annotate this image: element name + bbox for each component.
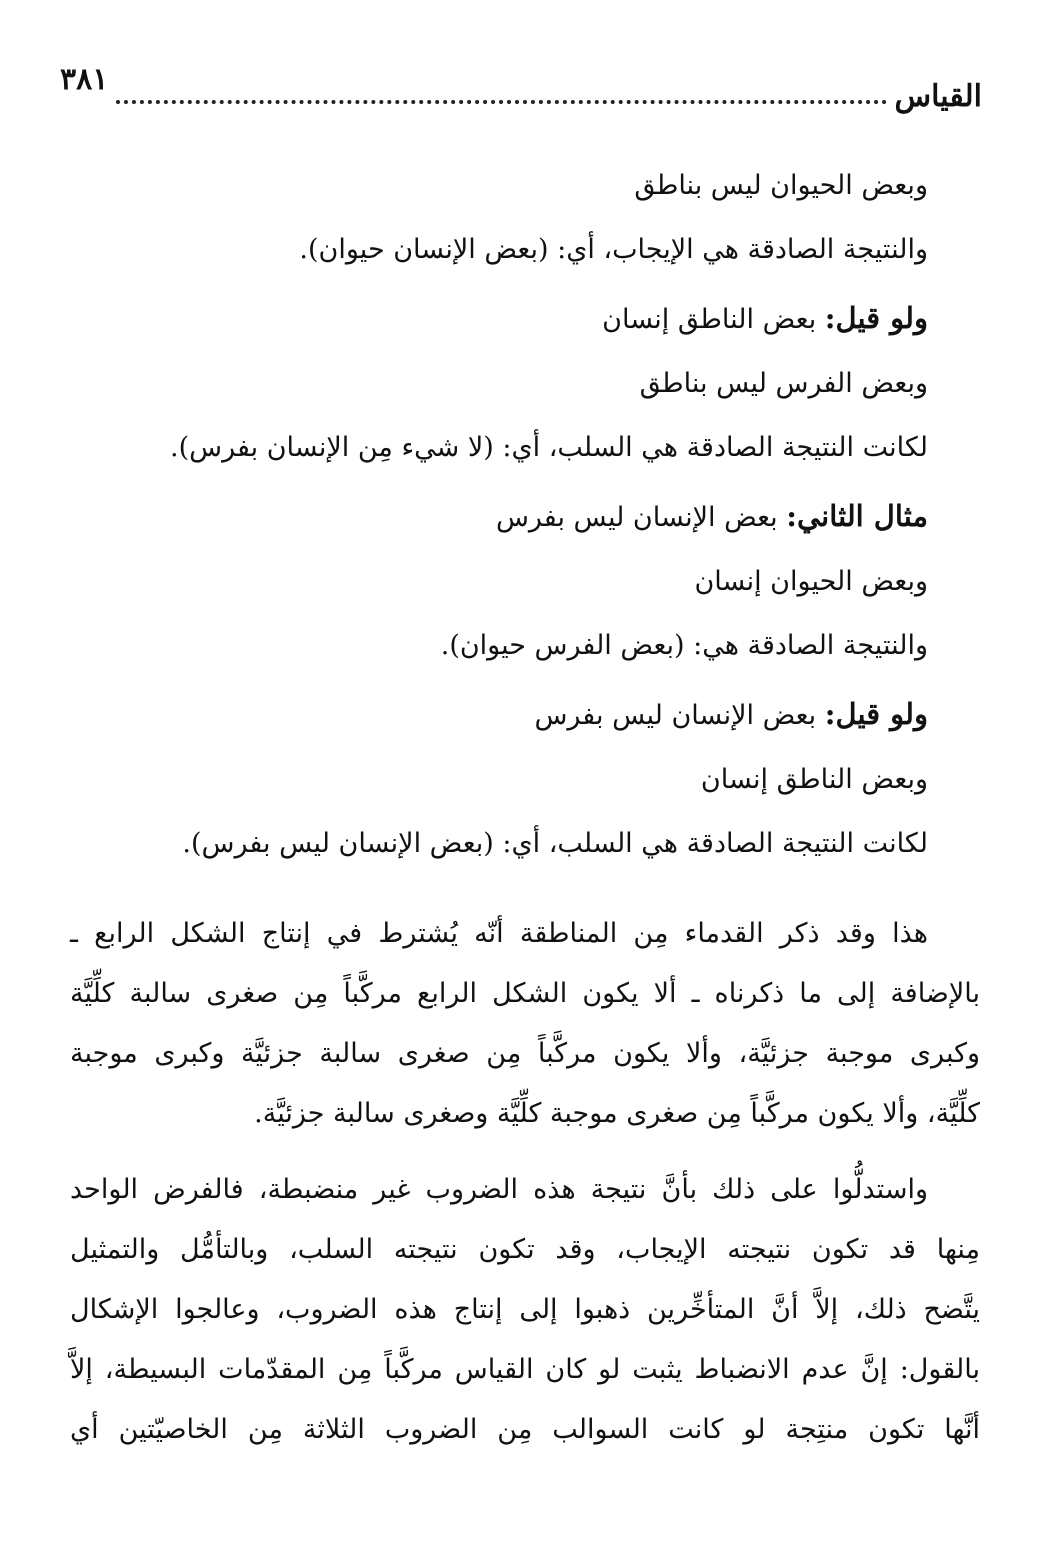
example-line: لكانت النتيجة الصادقة هي السلب، أي: (لا شيء مِن الإنسان بفرس). xyxy=(170,432,928,463)
example-line: والنتيجة الصادقة هي: (بعض الفرس حيوان). xyxy=(440,630,928,661)
running-header xyxy=(60,62,982,114)
paragraph-line: كلِّيَّة، وألا يكون مركَّباً مِن صغرى موجبة كلِّيَّة وصغرى سالبة جزئيَّة. xyxy=(254,1098,980,1129)
example-line: لكانت النتيجة الصادقة هي السلب، أي: (بعض الإنسان ليس بفرس). xyxy=(182,828,928,859)
example-line: وبعض الحيوان ليس بناطق xyxy=(634,170,928,201)
paragraph-argument xyxy=(70,1160,980,1460)
paragraph-line: يتَّضح ذلك، إلاَّ أنَّ المتأخِّرين ذهبوا إلى إنتاج هذه الضروب، وعالجوا الإشكال xyxy=(70,1294,980,1325)
chapter-title: القياس xyxy=(894,79,982,114)
examples-block xyxy=(70,152,928,874)
example-line: مثال الثاني: بعض الإنسان ليس بفرس xyxy=(495,499,928,533)
paragraph-line: هذا وقد ذكر القدماء مِن المناطقة أنّه يُشترط في إنتاج الشكل الرابع ـ xyxy=(70,918,928,949)
example-line: ولو قيل: بعض الإنسان ليس بفرس xyxy=(534,697,928,731)
example-line: والنتيجة الصادقة هي الإيجاب، أي: (بعض الإنسان حيوان). xyxy=(299,234,928,265)
paragraph-line: أنَّها تكون منتِجة لو كانت السوالب مِن الضروب الثلاثة مِن الخاصيّتين أي xyxy=(70,1414,980,1445)
example-line: وبعض الناطق إنسان xyxy=(700,764,928,795)
leader-dots xyxy=(116,100,886,104)
paragraph-line: مِنها قد تكون نتيجته الإيجاب، وقد تكون نتيجته السلب، وبالتأمُّل والتمثيل xyxy=(70,1234,980,1265)
paragraph-conditions xyxy=(70,904,980,1144)
example-line: وبعض الفرس ليس بناطق xyxy=(639,368,928,399)
example-line: وبعض الحيوان إنسان xyxy=(694,566,928,597)
paragraph-line: بالقول: إنَّ عدم الانضباط يثبت لو كان القياس مركَّباً مِن المقدّمات البسيطة، إلاَّ xyxy=(70,1354,980,1385)
example-line: ولو قيل: بعض الناطق إنسان xyxy=(602,301,928,335)
paragraph-line: وكبرى موجبة جزئيَّة، وألا يكون مركَّباً مِن صغرى سالبة جزئيَّة وكبرى موجبة xyxy=(70,1038,980,1069)
page-number: ٣٨١ xyxy=(60,62,109,97)
paragraph-line: بالإضافة إلى ما ذكرناه ـ ألا يكون الشكل الرابع مركَّباً مِن صغرى سالبة كلِّيَّة xyxy=(70,978,980,1009)
paragraph-line: واستدلُّوا على ذلك بأنَّ نتيجة هذه الضروب غير منضبطة، فالفرض الواحد xyxy=(70,1174,928,1205)
